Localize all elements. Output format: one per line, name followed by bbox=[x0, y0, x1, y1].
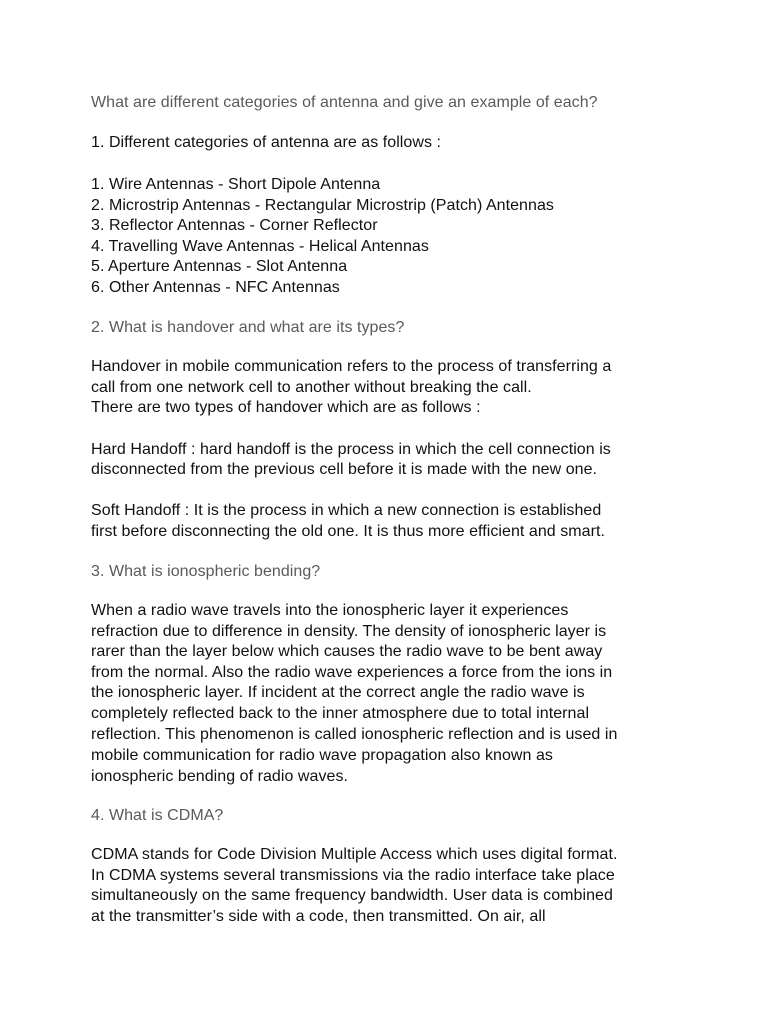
ionospheric-paragraph-line: When a radio wave travels into the ionospheric layer it experiences bbox=[91, 602, 569, 619]
ionospheric-paragraph-line: rarer than the layer below which causes the radio wave to be bent away bbox=[91, 643, 603, 660]
question-4-heading: 4. What is CDMA? bbox=[91, 807, 224, 824]
ionospheric-paragraph-line: mobile communication for radio wave propagation also known as bbox=[91, 747, 553, 764]
ionospheric-paragraph-line: ionospheric bending of radio waves. bbox=[91, 768, 349, 785]
handover-paragraph-line: Handover in mobile communication refers to the process of transferring a bbox=[91, 358, 612, 375]
soft-handoff-line: Soft Handoff : It is the process in which a new connection is established bbox=[91, 502, 602, 519]
cdma-paragraph-line: at the transmitter’s side with a code, then transmitted. On air, all bbox=[91, 908, 546, 925]
ionospheric-paragraph-line: from the normal. Also the radio wave experiences a force from the ions in bbox=[91, 664, 613, 681]
handover-paragraph-line: There are two types of handover which are as follows : bbox=[91, 399, 481, 416]
ionospheric-paragraph-line: completely reflected back to the inner atmosphere due to total internal bbox=[91, 705, 590, 722]
antenna-list-item: 4. Travelling Wave Antennas - Helical Antennas bbox=[91, 238, 429, 255]
antenna-list-item: 5. Aperture Antennas - Slot Antenna bbox=[91, 258, 348, 275]
cdma-paragraph-line: simultaneously on the same frequency bandwidth. User data is combined bbox=[91, 887, 613, 904]
soft-handoff-line: first before disconnecting the old one. It is thus more efficient and smart. bbox=[91, 523, 605, 540]
ionospheric-paragraph-line: refraction due to difference in density. The density of ionospheric layer is bbox=[91, 623, 607, 640]
antenna-list-item: 1. Wire Antennas - Short Dipole Antenna bbox=[91, 176, 381, 193]
ionospheric-paragraph-line: reflection. This phenomenon is called ionospheric reflection and is used in bbox=[91, 726, 618, 743]
handover-paragraph-line: call from one network cell to another without breaking the call. bbox=[91, 379, 532, 396]
hard-handoff-line: Hard Handoff : hard handoff is the process in which the cell connection is bbox=[91, 441, 611, 458]
ionospheric-paragraph-line: the ionospheric layer. If incident at the correct angle the radio wave is bbox=[91, 684, 585, 701]
cdma-paragraph-line: In CDMA systems several transmissions via the radio interface take place bbox=[91, 867, 615, 884]
antenna-list-item: 6. Other Antennas - NFC Antennas bbox=[91, 279, 340, 296]
question-1-heading: What are different categories of antenna and give an example of each? bbox=[91, 94, 598, 111]
hard-handoff-line: disconnected from the previous cell before it is made with the new one. bbox=[91, 461, 598, 478]
question-3-heading: 3. What is ionospheric bending? bbox=[91, 563, 321, 580]
question-1-intro: 1. Different categories of antenna are as follows : bbox=[91, 134, 442, 151]
antenna-list-item: 3. Reflector Antennas - Corner Reflector bbox=[91, 217, 378, 234]
antenna-list-item: 2. Microstrip Antennas - Rectangular Microstrip (Patch) Antennas bbox=[91, 197, 554, 214]
question-2-heading: 2. What is handover and what are its types? bbox=[91, 319, 405, 336]
cdma-paragraph-line: CDMA stands for Code Division Multiple Access which uses digital format. bbox=[91, 846, 618, 863]
